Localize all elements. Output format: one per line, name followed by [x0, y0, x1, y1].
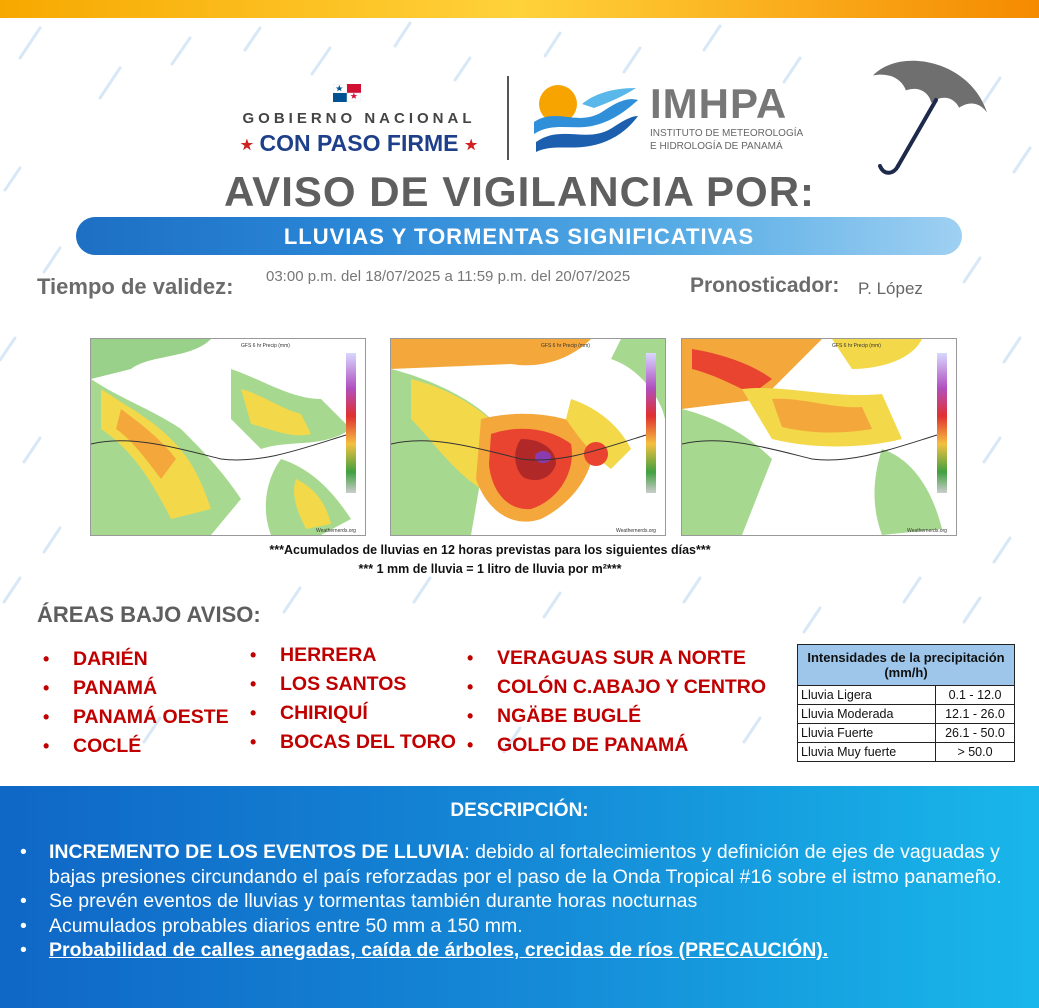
area-item	[467, 647, 766, 676]
area-item	[250, 702, 456, 731]
area-item	[43, 648, 229, 677]
intensity-range: 0.1 - 12.0	[936, 686, 1015, 705]
star-icon: ★	[464, 136, 478, 153]
intensity-header: Intensidades de la precipitación (mm/h)	[798, 645, 1015, 686]
logo-divider	[507, 76, 509, 160]
area-label: GOLFO DE PANAMÁ	[497, 734, 689, 756]
map-credit: Weathernerds.org	[907, 528, 947, 534]
forecaster-label: Pronosticador:	[690, 274, 840, 297]
validity-label: Tiempo de validez:	[37, 274, 234, 299]
area-label: PANAMÁ	[73, 677, 158, 699]
bullet: •	[467, 706, 474, 726]
intensity-row	[798, 724, 1015, 743]
intensity-range: 12.1 - 26.0	[936, 705, 1015, 724]
area-item	[250, 644, 456, 673]
intensity-row	[798, 686, 1015, 705]
description-item-text: : debido al fortalecimientos y definición de ejes de vaguadas y bajas presiones circundando el país reforzadas por el paso de la Onda Tropical #16 sobre el istmo panameño.	[49, 841, 1002, 888]
panama-flag-icon	[333, 84, 361, 102]
area-item	[467, 734, 766, 763]
bullet: •	[20, 841, 27, 863]
area-label: VERAGUAS SUR A NORTE	[497, 647, 746, 669]
area-label: LOS SANTOS	[280, 673, 407, 695]
area-label: PANAMÁ OESTE	[73, 706, 229, 728]
imhpa-fullname	[650, 127, 830, 153]
area-item	[43, 677, 229, 706]
bullet: •	[20, 914, 27, 937]
precip-map-2	[390, 338, 666, 536]
bullet: •	[250, 732, 257, 752]
description-title: DESCRIPCIÓN:	[450, 800, 589, 821]
area-item	[250, 731, 456, 760]
intensity-table	[797, 644, 1015, 762]
description-item-text: Se prevén eventos de lluvias y tormentas también durante horas nocturnas	[49, 890, 698, 912]
intensity-range: > 50.0	[936, 743, 1015, 762]
areas-column-3	[467, 647, 766, 763]
bullet: •	[43, 707, 50, 727]
area-label: NGÄBE BUGLÉ	[497, 705, 642, 727]
bullet: •	[20, 890, 27, 912]
description-item-warning: Probabilidad de calles anegadas, caída de árboles, crecidas de ríos (PRECAUCIÓN).	[49, 939, 829, 961]
gobierno-line2	[228, 130, 490, 157]
bullet: •	[467, 735, 474, 755]
imhpa-fullname-line1: INSTITUTO DE METEOROLOGÍA	[650, 128, 804, 139]
description-list	[20, 840, 1020, 963]
map-header: GFS 6 hr Precip (mm)	[241, 343, 290, 349]
areas-column-1	[43, 648, 229, 764]
gobierno-nacional-logo	[228, 84, 490, 164]
bullet: •	[43, 678, 50, 698]
maps-caption-conversion: *** 1 mm de lluvia = 1 litro de lluvia por m²***	[358, 562, 622, 576]
area-item	[467, 705, 766, 734]
gobierno-line1: GOBIERNO NACIONAL	[242, 110, 476, 127]
alert-title: AVISO DE VIGILANCIA POR:	[223, 168, 816, 215]
gobierno-slogan: CON PASO FIRME	[259, 130, 459, 156]
intensity-row	[798, 705, 1015, 724]
area-label: HERRERA	[280, 644, 377, 666]
map-credit: Weathernerds.org	[616, 528, 656, 534]
imhpa-logo-icon	[532, 82, 640, 154]
alert-banner-text: LLUVIAS Y TORMENTAS SIGNIFICATIVAS	[283, 224, 755, 249]
bullet: •	[250, 703, 257, 723]
imhpa-fullname-line2: E HIDROLOGÍA DE PANAMÁ	[650, 141, 783, 152]
intensity-label: Lluvia Fuerte	[798, 724, 936, 743]
area-label: COLÓN C.ABAJO Y CENTRO	[497, 676, 767, 698]
alert-banner	[76, 217, 962, 255]
top-accent-bar	[0, 0, 1039, 18]
area-item	[43, 735, 229, 764]
area-item	[467, 676, 766, 705]
description-item	[20, 914, 1020, 939]
intensity-range: 26.1 - 50.0	[936, 724, 1015, 743]
forecaster-name: P. López	[858, 279, 923, 298]
maps-caption: ***Acumulados de lluvias en 12 horas previstas para los siguientes días***	[269, 543, 711, 557]
areas-title: ÁREAS BAJO AVISO:	[37, 602, 261, 627]
description-item-text: Acumulados probables diarios entre 50 mm a 150 mm.	[49, 914, 523, 937]
area-label: COCLÉ	[73, 735, 142, 757]
area-label: DARIÉN	[73, 648, 148, 670]
description-item	[20, 889, 1020, 914]
bullet: •	[20, 939, 27, 961]
intensity-label: Lluvia Moderada	[798, 705, 936, 724]
area-label: BOCAS DEL TORO	[280, 731, 456, 753]
area-item	[43, 706, 229, 735]
bullet: •	[250, 645, 257, 665]
bullet: •	[467, 648, 474, 668]
bullet: •	[43, 649, 50, 669]
area-label: CHIRIQUÍ	[280, 702, 368, 724]
map-credit: Weathernerds.org	[316, 528, 356, 534]
intensity-row	[798, 743, 1015, 762]
areas-column-2	[250, 644, 456, 760]
validity-value: 03:00 p.m. del 18/07/2025 a 11:59 p.m. del 20/07/2025	[266, 268, 631, 285]
description-item	[20, 938, 1020, 963]
description-item	[20, 840, 1020, 889]
star-icon: ★	[240, 136, 254, 153]
precip-map-3	[681, 338, 957, 536]
area-item	[250, 673, 456, 702]
intensity-header-row	[798, 645, 1015, 686]
description-item-bold: INCREMENTO DE LOS EVENTOS DE LLUVIA	[49, 841, 465, 863]
precip-map-1	[90, 338, 366, 536]
intensity-label: Lluvia Ligera	[798, 686, 936, 705]
map-header: GFS 6 hr Precip (mm)	[832, 343, 881, 349]
bullet: •	[43, 736, 50, 756]
bullet: •	[250, 674, 257, 694]
imhpa-acronym: IMHPA	[650, 80, 788, 127]
map-header: GFS 6 hr Precip (mm)	[541, 343, 590, 349]
bullet: •	[467, 677, 474, 697]
intensity-label: Lluvia Muy fuerte	[798, 743, 936, 762]
